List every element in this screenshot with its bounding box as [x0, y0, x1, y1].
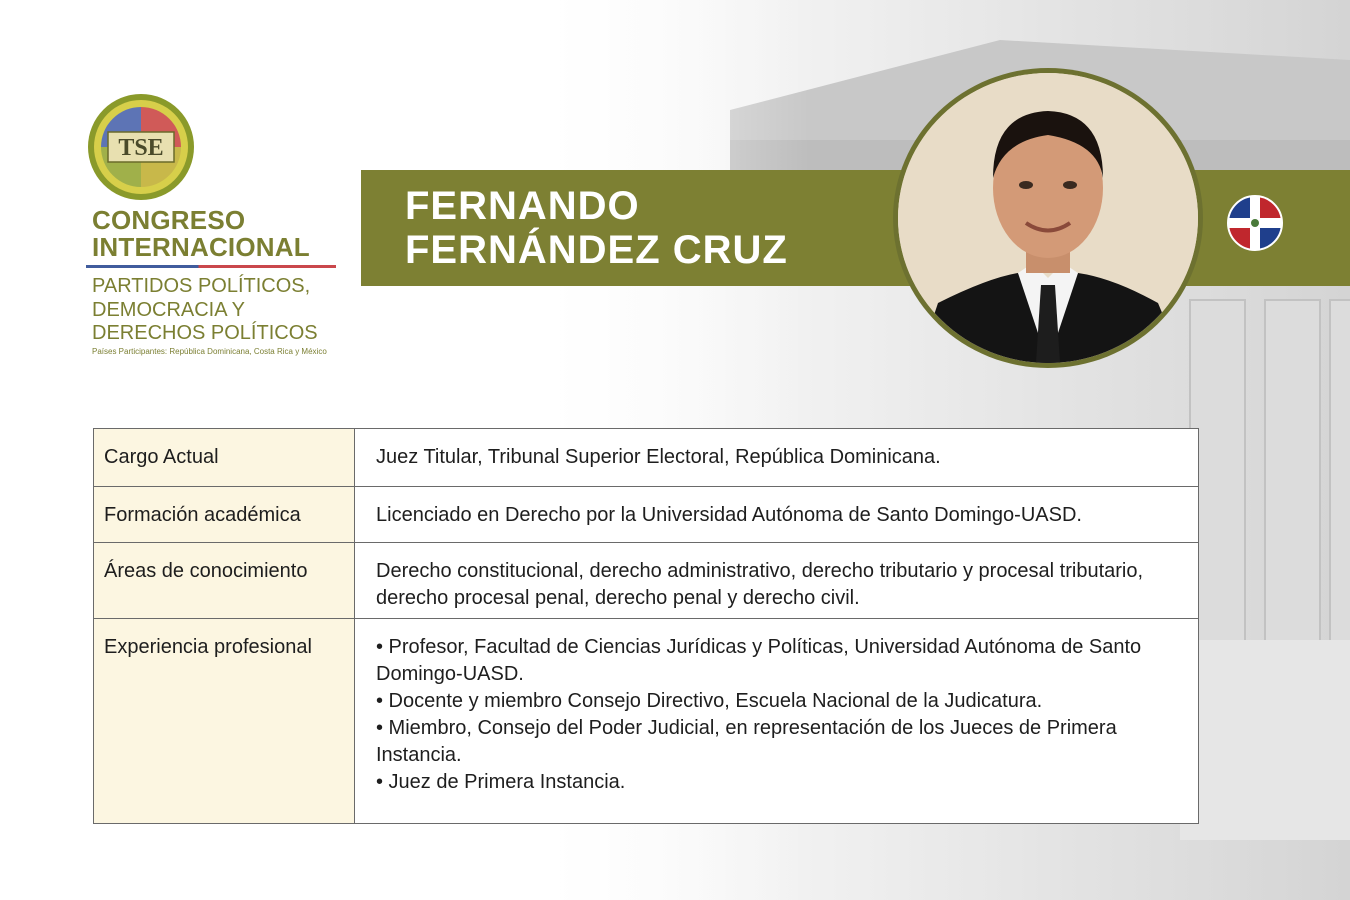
row-value-formacion-academica: Licenciado en Derecho por la Universidad Autónoma de Santo Domingo-UASD. [355, 487, 1199, 543]
congress-divider [86, 265, 336, 268]
congress-title-line1: CONGRESO [92, 205, 246, 235]
experience-item: • Juez de Primera Instancia. [376, 771, 626, 793]
row-label-areas-de-conocimiento: Áreas de conocimiento [94, 543, 355, 619]
congress-subtitle-line1: PARTIDOS POLÍTICOS, [92, 275, 311, 297]
congress-subtitle-line2: DEMOCRACIA Y [92, 299, 245, 321]
speaker-portrait [898, 73, 1198, 363]
experience-item: • Profesor, Facultad de Ciencias Jurídicas y Políticas, Universidad Autónoma de Santo Domingo-UASD. [376, 636, 1142, 685]
portrait-illustration [898, 73, 1198, 363]
table-row [94, 543, 1199, 619]
congress-subtitle-line3: DERECHOS POLÍTICOS [92, 322, 318, 344]
speaker-profile-table [93, 428, 1199, 824]
experience-item: • Docente y miembro Consejo Directivo, Escuela Nacional de la Judicatura. [376, 690, 1043, 712]
svg-text:TSE: TSE [118, 135, 164, 161]
congress-title-line2: INTERNACIONAL [92, 232, 310, 262]
dominican-republic-flag-icon [1226, 194, 1284, 252]
row-label-formacion-academica: Formación académica [94, 487, 355, 543]
participating-countries: Países Participantes: República Dominicana, Costa Rica y México [92, 347, 327, 356]
speaker-first-name: FERNANDO [405, 184, 640, 228]
speaker-portrait-frame [893, 68, 1203, 368]
row-value-cargo-actual: Juez Titular, Tribunal Superior Electoral, República Dominicana. [355, 429, 1199, 487]
row-label-experiencia-profesional: Experiencia profesional [94, 619, 355, 824]
tse-seal-logo [86, 92, 196, 202]
table-row [94, 429, 1199, 487]
row-label-cargo-actual: Cargo Actual [94, 429, 355, 487]
experience-item: • Miembro, Consejo del Poder Judicial, en representación de los Jueces de Primera Instancia. [376, 717, 1117, 766]
row-value-areas-de-conocimiento: Derecho constitucional, derecho administrativo, derecho tributario y procesal tributario, derecho procesal penal, derecho penal y derecho civil. [355, 543, 1199, 619]
row-value-experiencia-profesional [355, 619, 1199, 824]
table-row [94, 619, 1199, 824]
table-row [94, 487, 1199, 543]
speaker-last-name: FERNÁNDEZ CRUZ [405, 228, 788, 272]
